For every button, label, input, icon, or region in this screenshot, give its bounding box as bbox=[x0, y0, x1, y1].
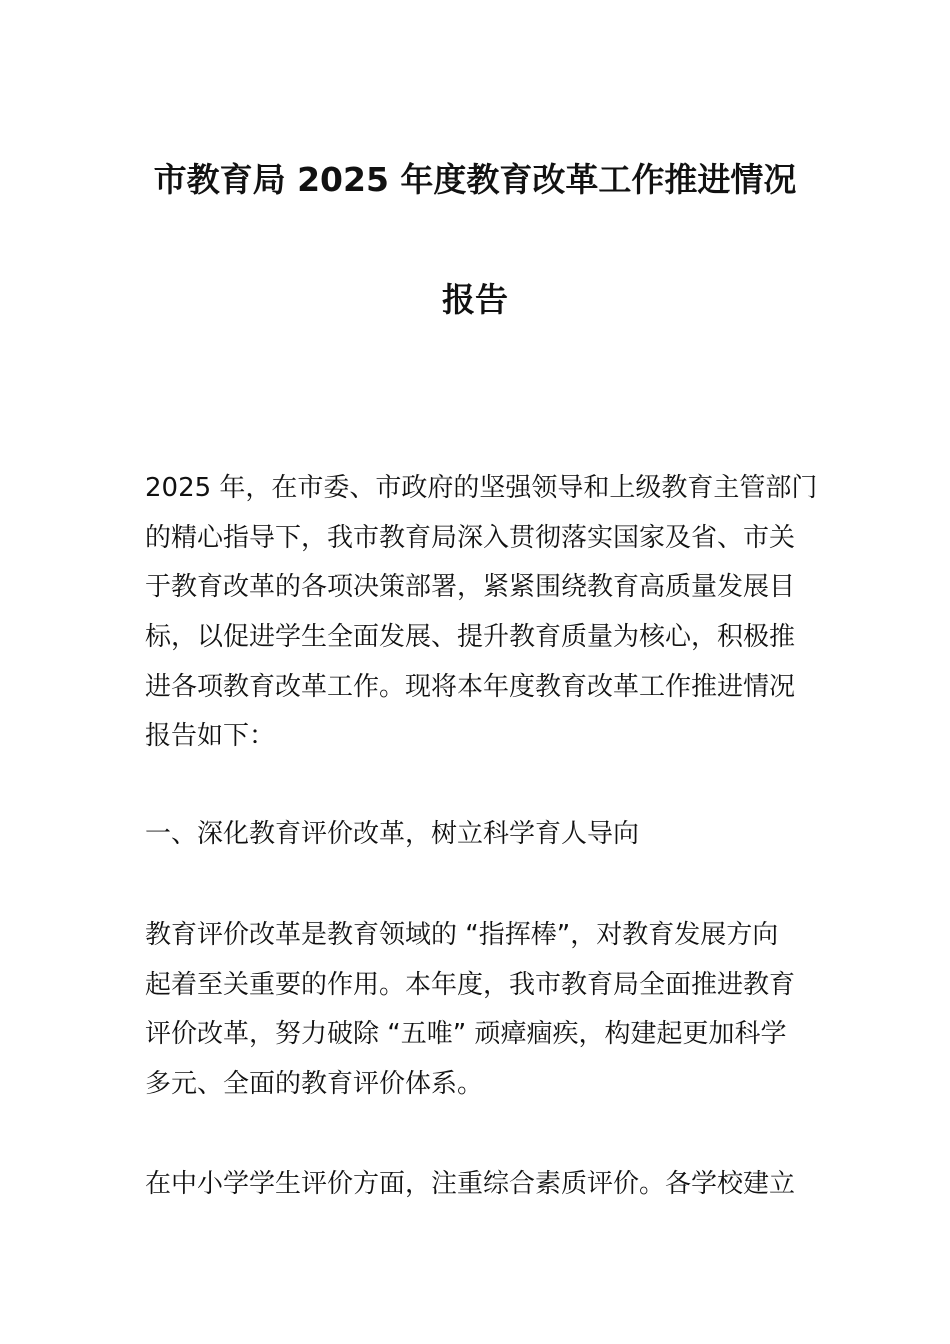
paragraph-line: 起着至关重要的作用。本年度，我市教育局全面推进教育 bbox=[145, 969, 796, 1000]
paragraph-line: 标，以促进学生全面发展、提升教育质量为核心，积极推 bbox=[145, 622, 796, 653]
paragraph-line: 多元、全面的教育评价体系。 bbox=[145, 1069, 484, 1100]
paragraph-line: 进各项教育改革工作。现将本年度教育改革工作推进情况 bbox=[145, 671, 796, 702]
paragraph-line: 于教育改革的各项决策部署，紧紧围绕教育高质量发展目 bbox=[145, 572, 796, 603]
paragraph-line: 在中小学学生评价方面，注重综合素质评价。各学校建立 bbox=[145, 1169, 796, 1199]
paragraph-line: 教育评价改革是教育领域的 “指挥棒”，对教育发展方向 bbox=[145, 920, 779, 950]
document-title-line-2: 报告 bbox=[442, 280, 508, 319]
paragraph-line: 评价改革，努力破除 “五唯” 顽瘴痼疾，构建起更加科学 bbox=[145, 1019, 787, 1050]
section-paragraph bbox=[145, 911, 810, 1110]
paragraph-line: 的精心指导下，我市教育局深入贯彻落实国家及省、市关 bbox=[145, 522, 796, 553]
paragraph-line: 2025 年，在市委、市政府的坚强领导和上级教育主管部门 bbox=[145, 473, 818, 503]
section-heading bbox=[145, 810, 810, 860]
paragraph-line: 报告如下： bbox=[145, 721, 276, 752]
section-heading-text: 一、深化教育评价改革，树立科学育人导向 bbox=[145, 819, 640, 849]
intro-paragraph bbox=[145, 464, 818, 762]
section-paragraph-2 bbox=[145, 1160, 810, 1210]
document-title-line-1: 市教育局 2025 年度教育改革工作推进情况 bbox=[153, 160, 797, 199]
